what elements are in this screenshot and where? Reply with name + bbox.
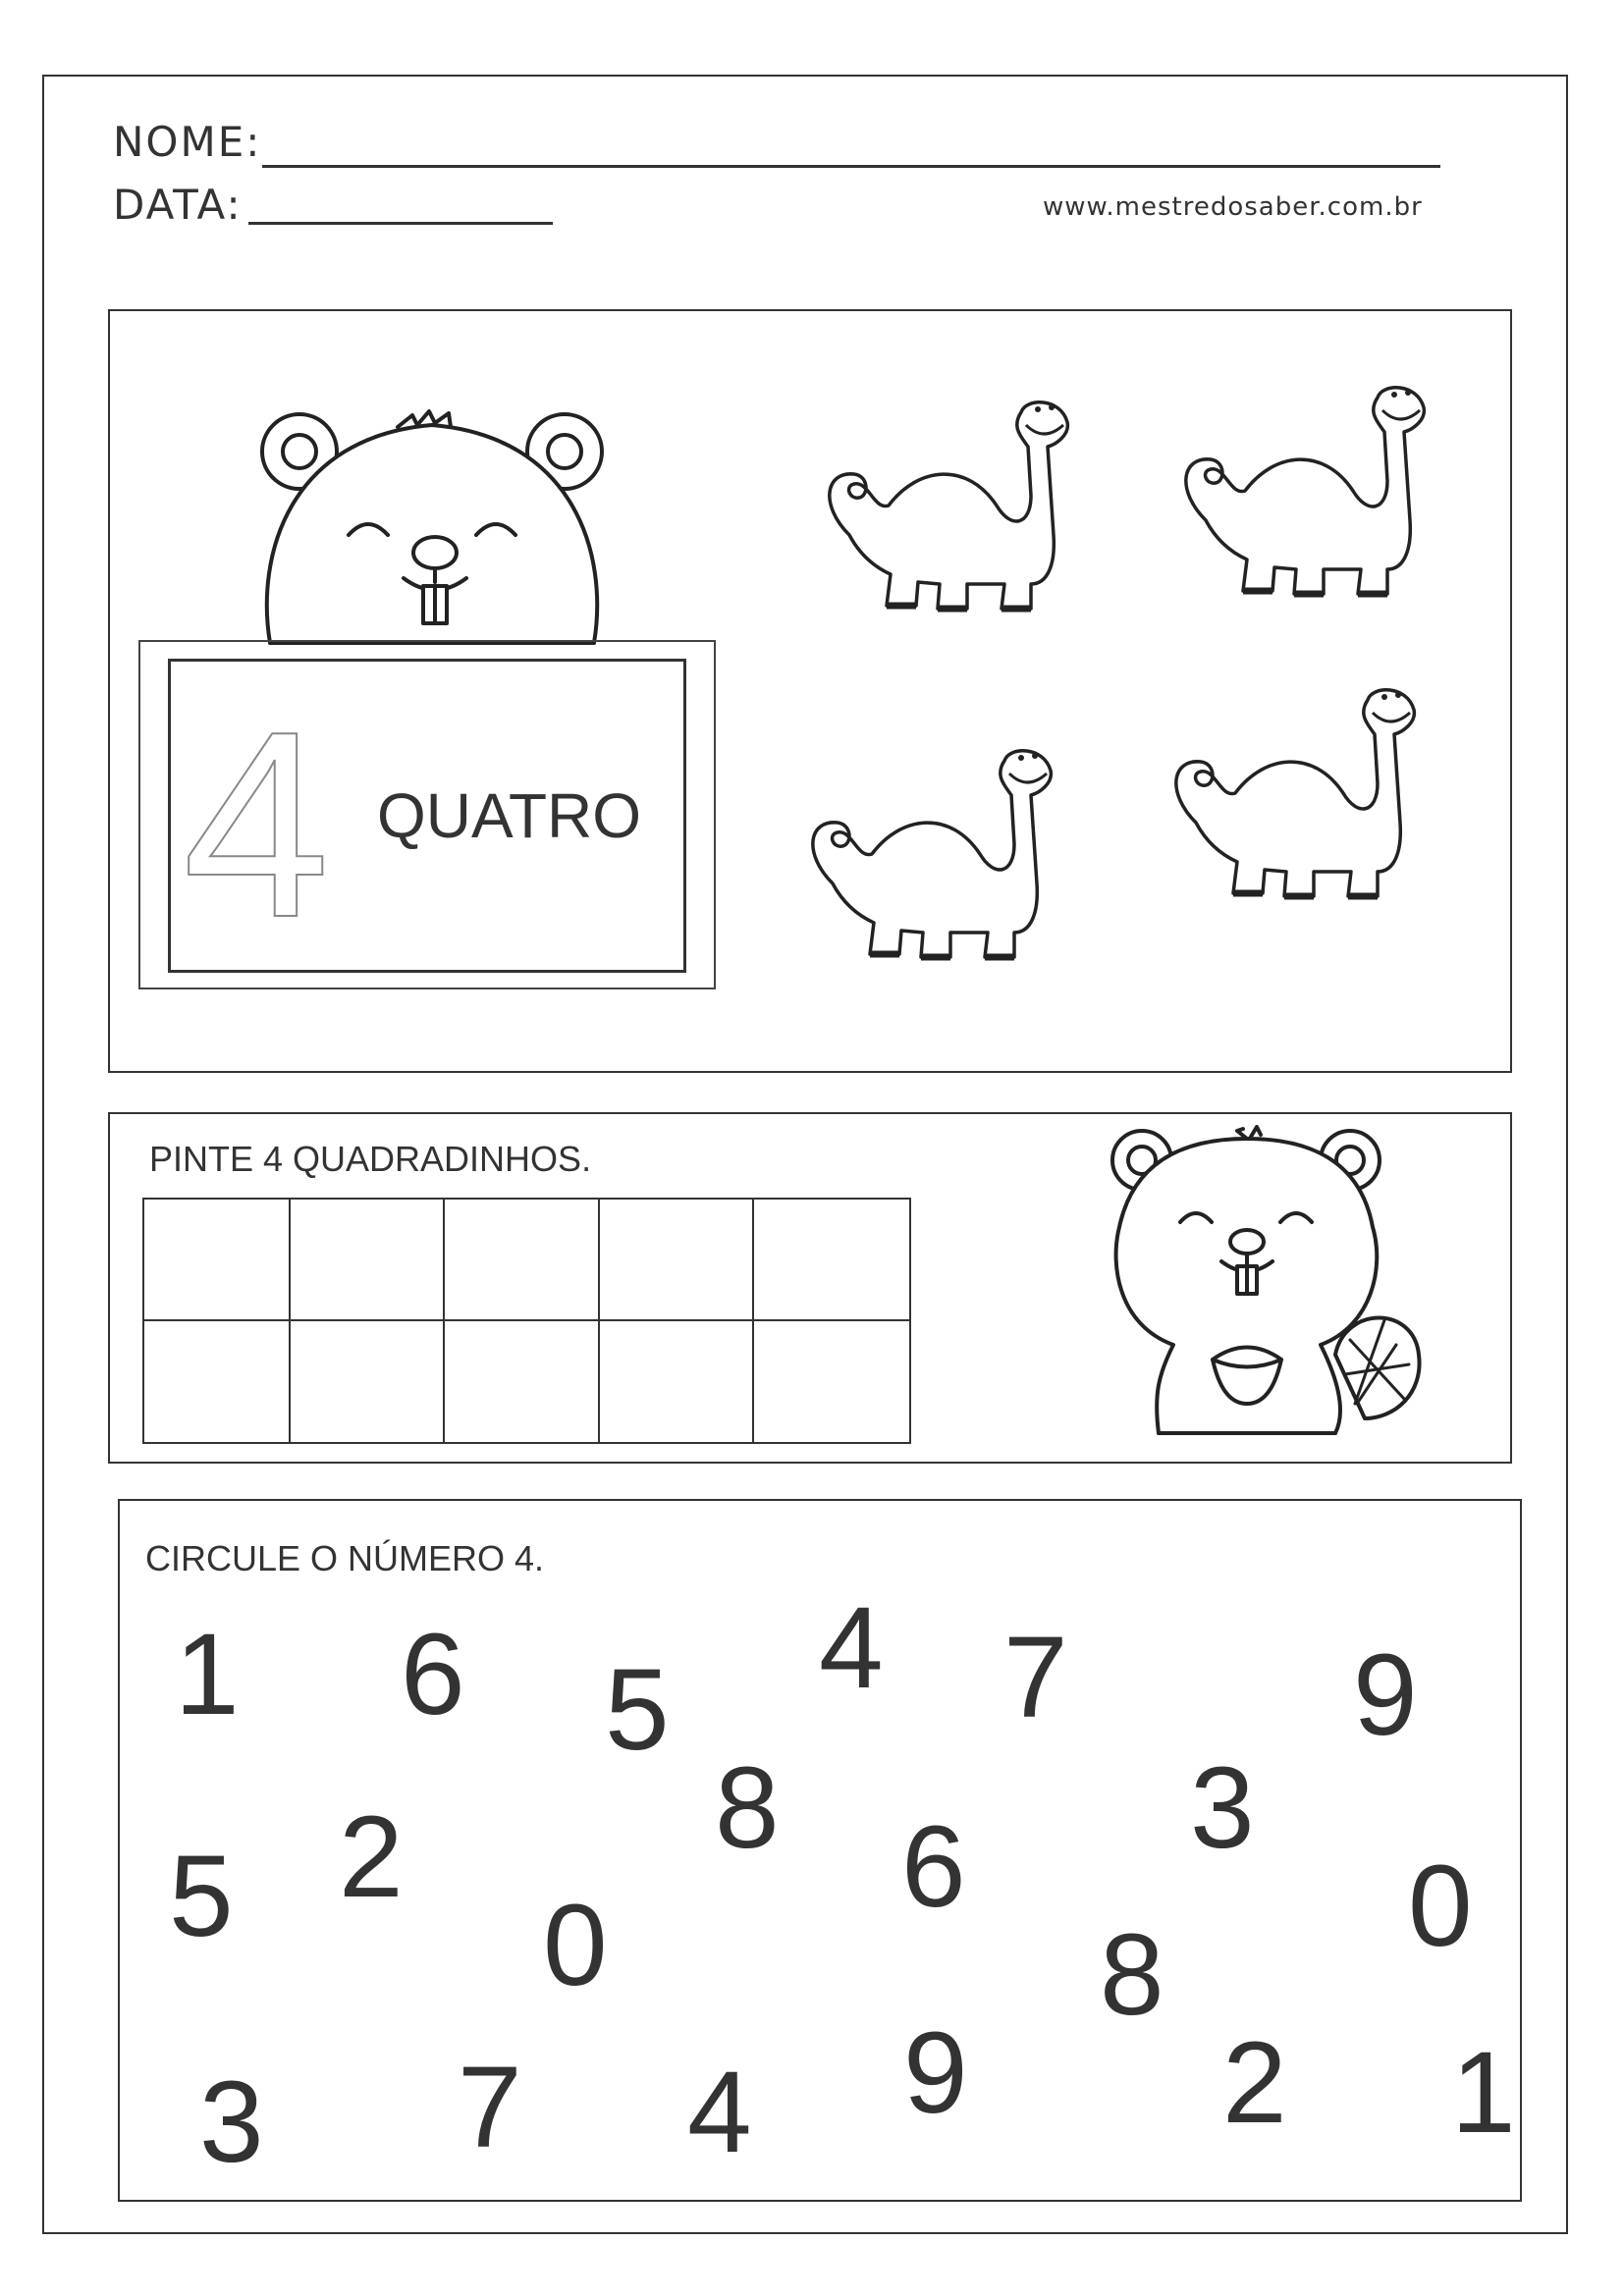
grid-square[interactable] [754, 1200, 909, 1321]
grid-square[interactable] [144, 1321, 291, 1444]
scattered-number[interactable]: 7 [458, 2043, 522, 2172]
outline-digit: 4 [183, 677, 331, 973]
scattered-number[interactable]: 2 [339, 1792, 404, 1922]
scattered-number[interactable]: 1 [1451, 2028, 1516, 2158]
scattered-number[interactable]: 6 [901, 1802, 966, 1932]
name-field[interactable] [262, 165, 1440, 168]
grid-square[interactable] [445, 1321, 600, 1444]
scattered-number[interactable]: 8 [1100, 1910, 1164, 2040]
date-label: DATA: [113, 181, 243, 229]
dinosaur-illustration [1166, 675, 1422, 921]
scattered-number[interactable]: 8 [715, 1743, 780, 1873]
scattered-number[interactable]: 0 [543, 1881, 608, 2010]
paint-instruction: PINTE 4 QUADRADINHOS. [149, 1139, 592, 1179]
scattered-number[interactable]: 1 [175, 1610, 240, 1739]
name-label: NOME: [113, 118, 262, 166]
grid-square[interactable] [144, 1200, 291, 1321]
grid-square[interactable] [600, 1321, 754, 1444]
dinosaur-illustration [803, 736, 1058, 982]
scattered-number[interactable]: 0 [1408, 1842, 1473, 1971]
date-field[interactable] [248, 222, 553, 225]
scattered-number[interactable]: 4 [819, 1583, 884, 1713]
dinosaur-illustration [820, 388, 1075, 633]
scattered-number[interactable]: 9 [1353, 1630, 1418, 1760]
dinosaur-illustration [1176, 373, 1432, 618]
grid-square[interactable] [754, 1321, 909, 1444]
scattered-number[interactable]: 3 [1190, 1743, 1255, 1873]
circle-instruction: CIRCULE O NÚMERO 4. [145, 1538, 545, 1578]
scattered-number[interactable]: 7 [1003, 1613, 1068, 1742]
scattered-number[interactable]: 6 [401, 1610, 465, 1739]
beaver-head-illustration [250, 398, 614, 643]
scattered-number[interactable]: 4 [687, 2048, 752, 2177]
scattered-number[interactable]: 5 [169, 1832, 234, 1961]
scattered-number[interactable]: 9 [903, 2008, 968, 2138]
website-url: www.mestredosaber.com.br [1043, 192, 1423, 222]
grid-square[interactable] [445, 1200, 600, 1321]
grid-square[interactable] [291, 1321, 445, 1444]
scattered-number[interactable]: 5 [605, 1645, 670, 1775]
beaver-illustration [1100, 1119, 1438, 1448]
scattered-number[interactable]: 2 [1222, 2018, 1287, 2148]
grid-square[interactable] [600, 1200, 754, 1321]
grid-square[interactable] [291, 1200, 445, 1321]
number-word: QUATRO [377, 780, 642, 851]
paint-grid [142, 1198, 911, 1444]
scattered-number[interactable]: 3 [199, 2057, 264, 2187]
